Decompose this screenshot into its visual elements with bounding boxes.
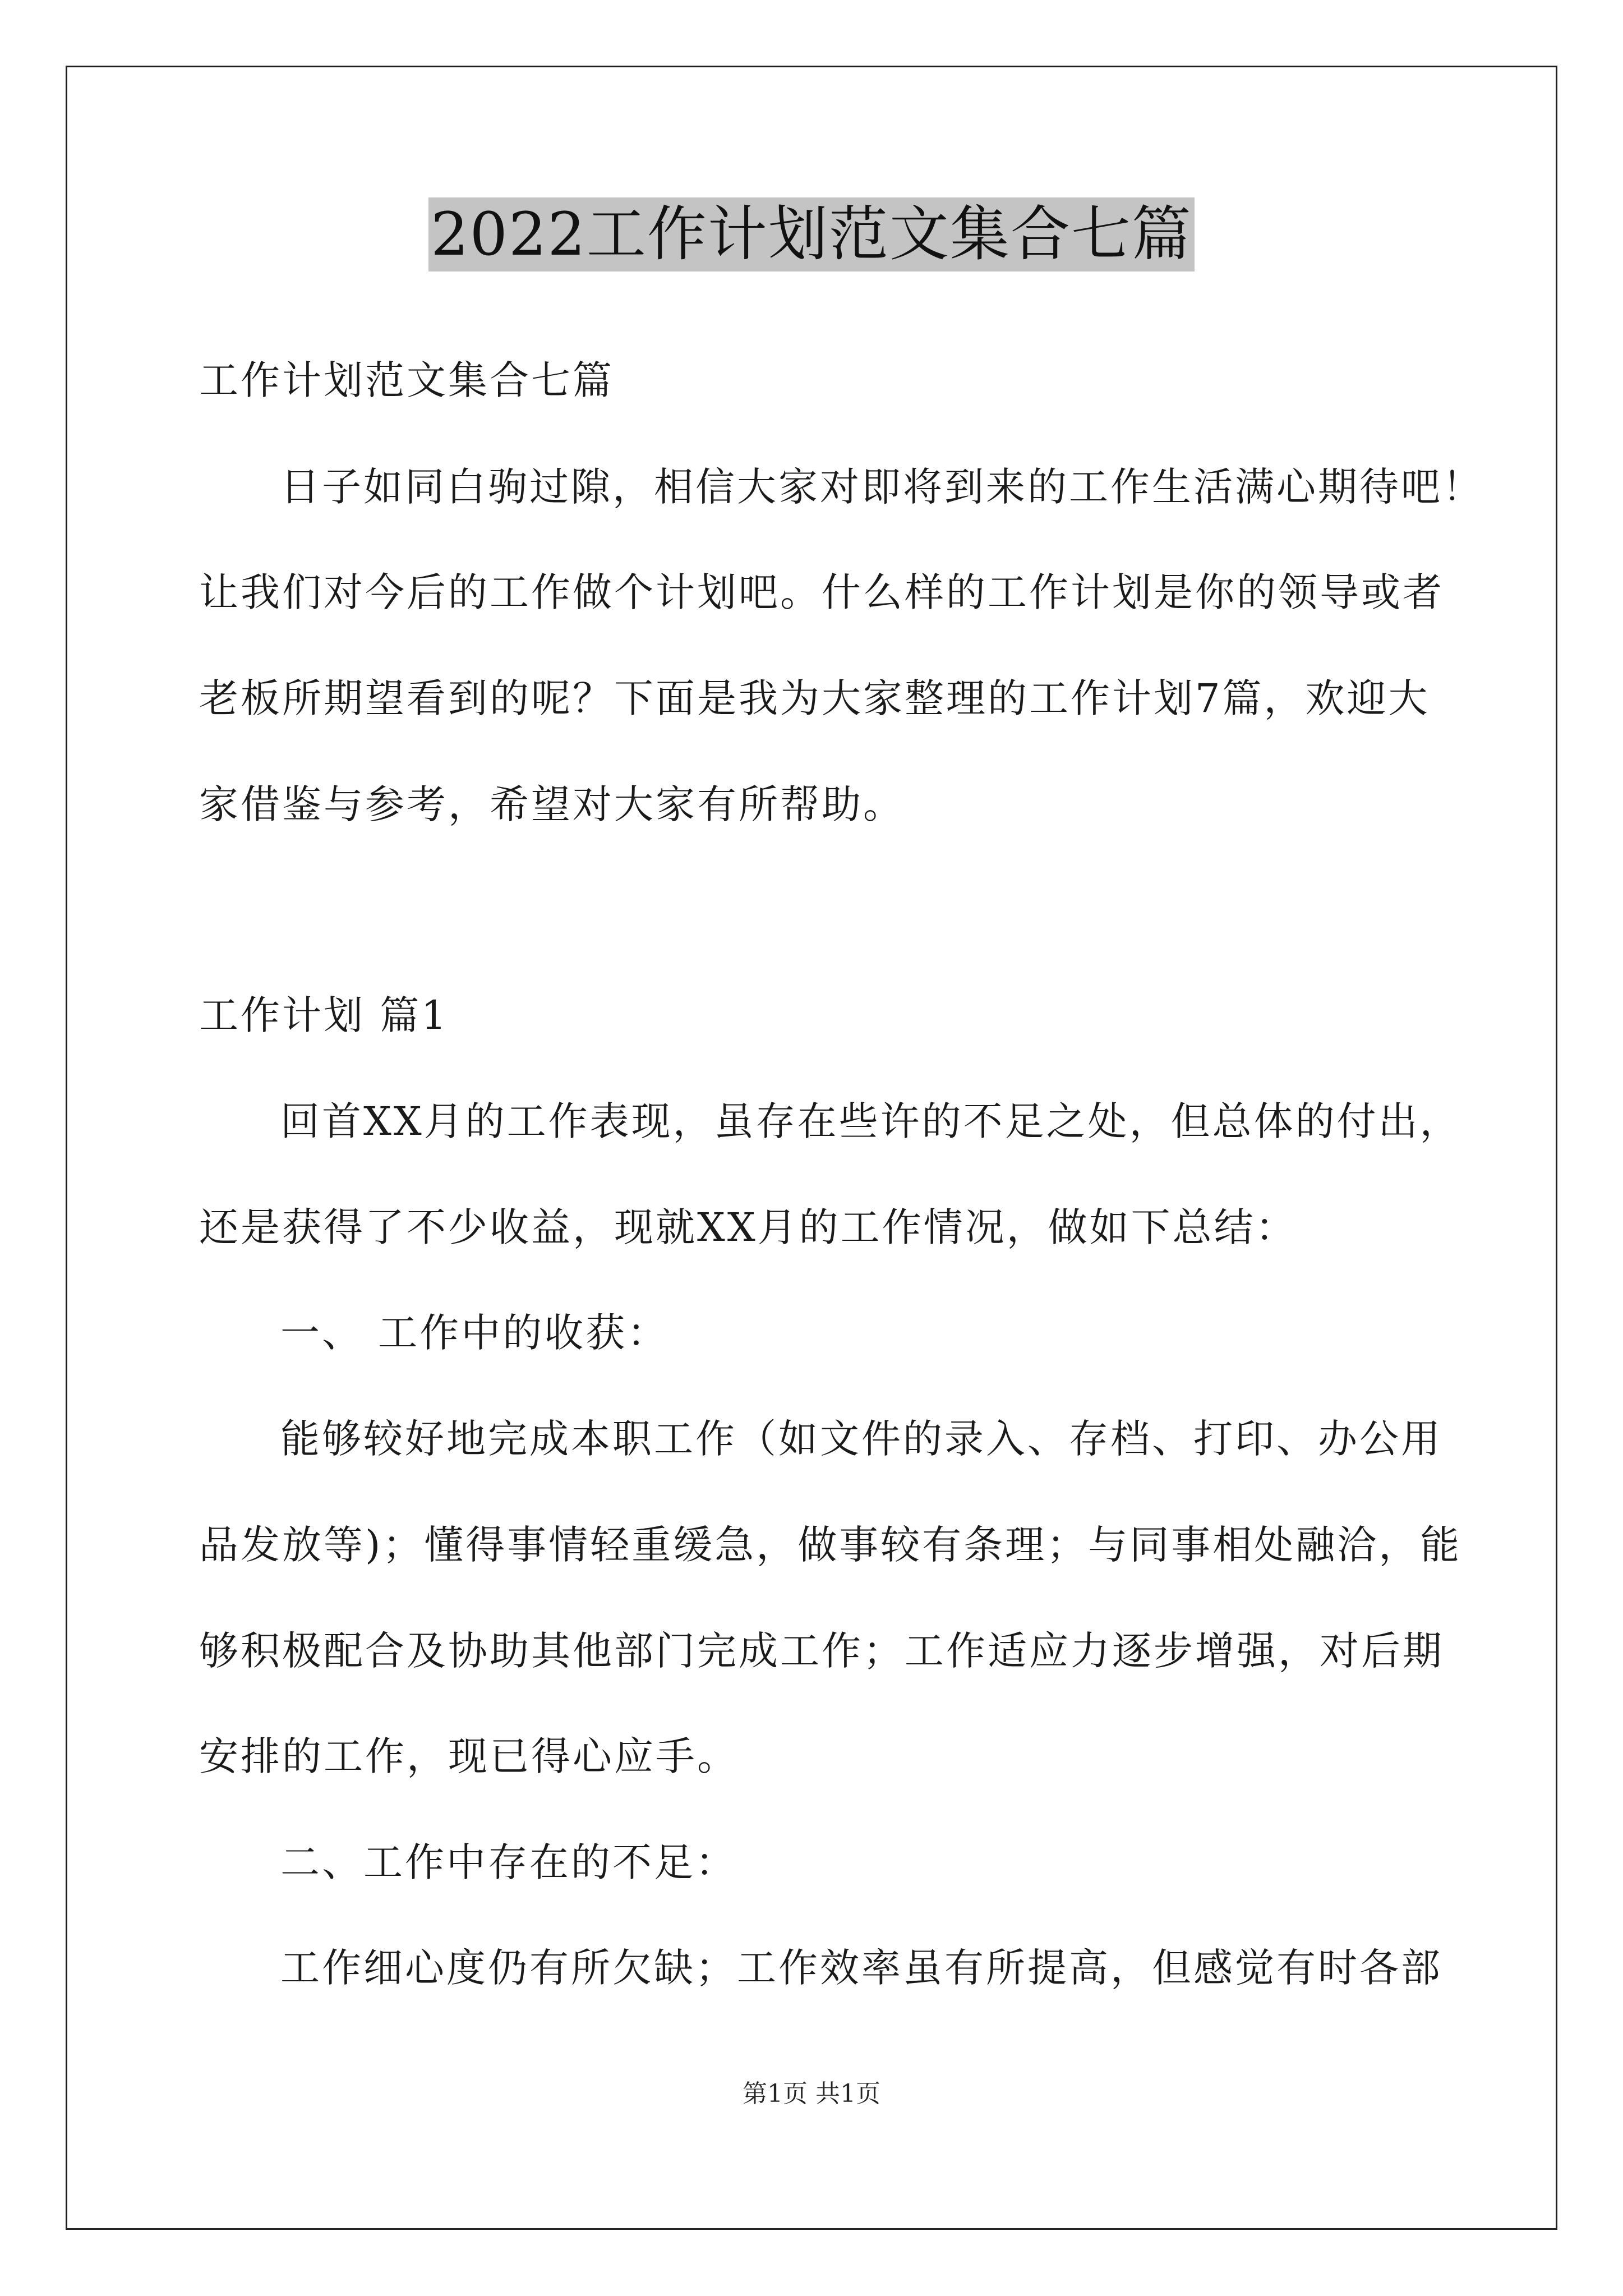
body-line: 够积极配合及协助其他部门完成工作；工作适应力逐步增强，对后期 [199,1628,1444,1674]
body-line: 回首XX月的工作表现，虽存在些许的不足之处，但总体的付出， [280,1098,1461,1144]
body-line: 能够较好地完成本职工作（如文件的录入、存档、打印、办公用 [280,1416,1442,1462]
intro-line: 日子如同白驹过隙，相信大家对即将到来的工作生活满心期待吧！ [280,464,1484,510]
body-line: 安排的工作，现已得心应手。 [199,1733,739,1779]
body-line: 工作细心度仍有所欠缺；工作效率虽有所提高，但感觉有时各部 [280,1945,1442,1991]
section-heading: 工作计划 篇1 [199,992,449,1038]
body-line: 还是获得了不少收益，现就XX月的工作情况，做如下总结： [199,1204,1297,1250]
document-subtitle: 工作计划范文集合七篇 [199,357,614,403]
body-line: 一、 工作中的收获： [280,1310,669,1356]
document-title: 2022工作计划范文集合七篇 [428,197,1195,272]
body-line: 品发放等)；懂得事情轻重缓急，做事较有条理；与同事相处融洽，能 [199,1522,1462,1568]
title-container [0,197,1623,272]
intro-line: 老板所期望看到的呢？下面是我为大家整理的工作计划7篇，欢迎大 [199,675,1430,721]
intro-line: 让我们对今后的工作做个计划吧。什么样的工作计划是你的领导或者 [199,569,1444,615]
body-line: 二、工作中存在的不足： [280,1839,737,1885]
page-number-footer: 第1页 共1页 [743,2079,880,2108]
intro-line: 家借鉴与参考，希望对大家有所帮助。 [199,781,905,827]
